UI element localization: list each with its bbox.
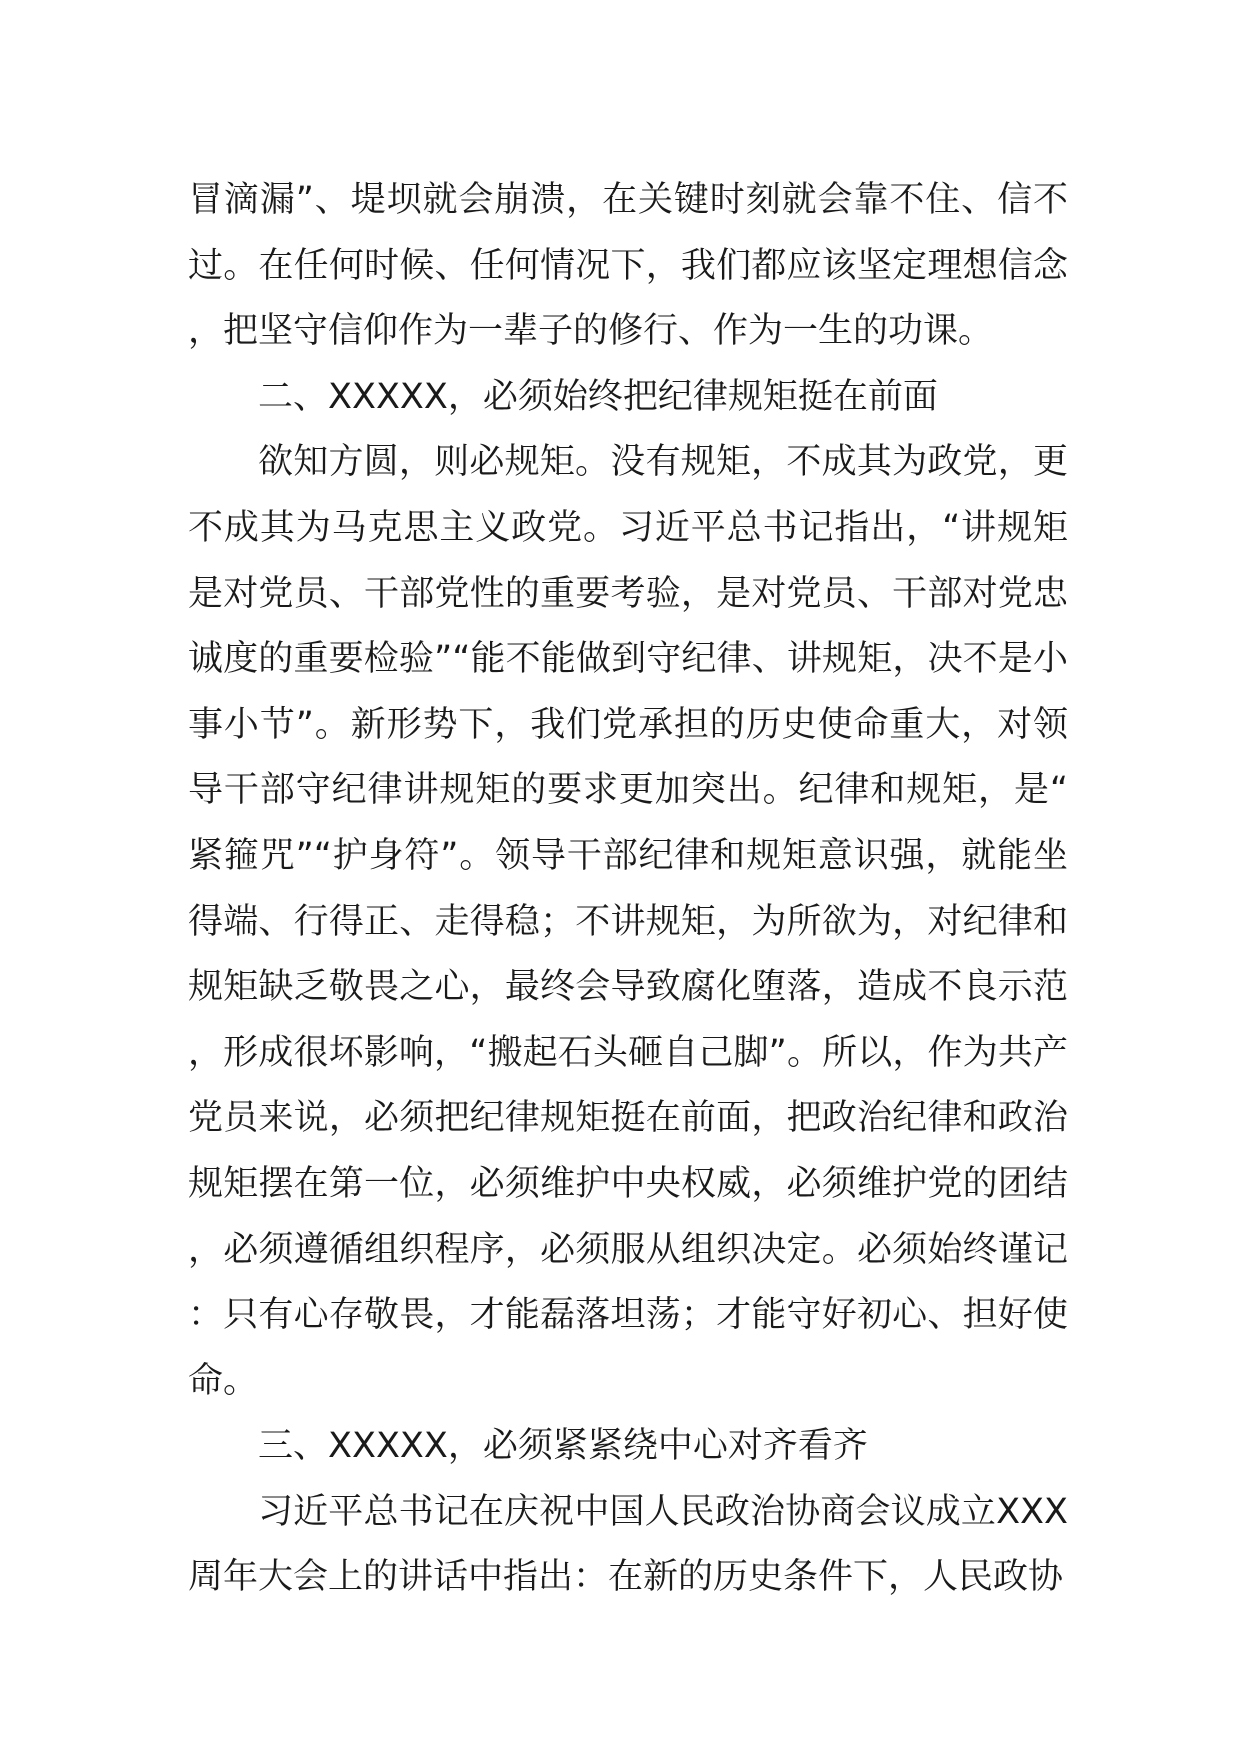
document-body — [188, 168, 1068, 1611]
section-heading-3: 三、XXXXX，必须紧紧绕中心对齐看齐 — [258, 1426, 868, 1467]
section-heading-2: 二、XXXXX，必须始终把纪律规矩挺在前面 — [258, 376, 938, 417]
paragraph-section-2: 欲知方圆，则必规矩。没有规矩，不成其为政党，更不成其为马克思主义政党。习近平总书记指出，“讲规矩是对党员、干部党性的重要考验，是对党员、干部对党忠诚度的重要检验”“能不能做到守纪律、讲规矩，决不是小事小节”。新形势下，我们党承担的历史使命重大，对领导干部守纪律讲规矩的要求更加突出。纪律和规矩，是“紧箍咒”“护身符”。领导干部纪律和规矩意识强，就能坐得端、行得正、走得稳；不讲规矩，为所欲为，对纪律和规矩缺乏敬畏之心，最终会导致腐化堕落，造成不良示范，形成很坏影响，“搬起石头砸自己脚”。所以，作为共产党员来说，必须把纪律规矩挺在前面，把政治纪律和政治规矩摆在第一位，必须维护中央权威，必须维护党的团结，必须遵循组织程序，必须服从组织决定。必须始终谨记：只有心存敬畏，才能磊落坦荡；才能守好初心、担好使命。 — [188, 442, 1068, 1401]
paragraph-continuation: 冒滴漏”、堤坝就会崩溃，在关键时刻就会靠不住、信不过。在任何时候、任何情况下，我们都应该坚定理想信念，把坚守信仰作为一辈子的修行、作为一生的功课。 — [188, 180, 1068, 352]
paragraph-section-3: 习近平总书记在庆祝中国人民政治协商会议成立XXX周年大会上的讲话中指出：在新的历史条件下，人民政协 — [188, 1491, 1068, 1598]
